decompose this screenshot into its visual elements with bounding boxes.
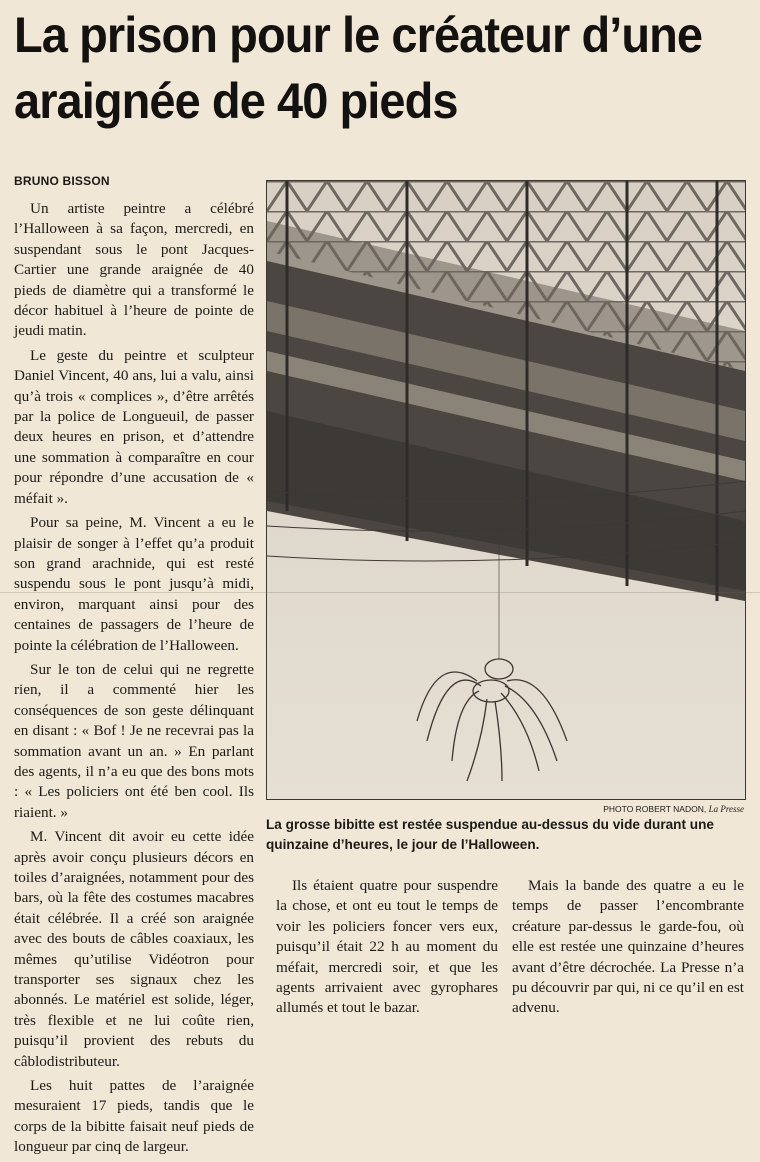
paragraph: Le geste du peintre et sculpteur Daniel Vincent, 40 ans, lui a valu, ainsi qu’à trois « complices », d’être arrêtés par la police de Longueuil, de passer deux heures en prison, et d’attendre une sommation à comparaître en cour pour répondre d’une accusation de « méfait ». xyxy=(14,346,254,507)
article-column-1 xyxy=(14,199,254,1162)
article-column-3 xyxy=(512,876,744,1023)
paper-fold-line xyxy=(0,592,760,593)
paragraph: Mais la bande des quatre a eu le temps de passer l’encombrante créature par-dessus le garde-fou, où elle est restée une quinzaine d’heures avant d’être décrochée. La Presse n’a pu découvrir par qui, ni ce qu’il en est advenu. xyxy=(512,877,744,1017)
photo-caption: La grosse bibitte est restée suspendue au-dessus du vide durant une quinzaine d’heures, le jour de l’Halloween. xyxy=(266,817,714,852)
bridge-spider-photo xyxy=(266,180,746,800)
photo-credit xyxy=(500,804,744,814)
paragraph: Ils étaient quatre pour suspendre la chose, et ont eu tout le temps de voir les policiers foncer vers eux, puisqu’il était 22 h au moment du méfait, mercredi soir, et que les agents arrivaient avec gyrophares allumés et tout le bazar. xyxy=(276,877,498,1017)
article-column-2 xyxy=(276,876,498,1023)
paragraph: Sur le ton de celui qui ne regrette rien, il a commenté hier les conséquences de son geste délinquant en disant : « Bof ! Je ne recevrai pas la sommation avant un an. » En parlant des agents, il n’a eu que des bons mots : « Les policiers ont été ben cool. Ils riaient. » xyxy=(14,660,254,821)
photo-credit-name: PHOTO ROBERT NADON, xyxy=(603,804,707,814)
photo-credit-source: La Presse xyxy=(708,804,744,814)
paragraph: Les huit pattes de l’araignée mesuraient 17 pieds, tandis que le corps de la bibitte faisait neuf pieds de longueur par cinq de largeur. xyxy=(14,1077,254,1156)
headline: La prison pour le créateur d’une araignée de 40 pieds xyxy=(14,7,703,129)
paragraph: Pour sa peine, M. Vincent a eu le plaisir de songer à l’effet qu’a produit son grand arachnide, qui est resté suspendu sous le pont jusqu’à midi, environ, marquant ainsi pour des centaines de passagers de l’heure de pointe la célébration de l’Halloween. xyxy=(14,514,254,654)
byline: BRUNO BISSON xyxy=(14,174,110,188)
paragraph: Un artiste peintre a célébré l’Halloween à sa façon, mercredi, en suspendant sous le pont Jacques-Cartier une grande araignée de 40 pieds de diamètre qui a transformé le décor habituel à l’heure de pointe de jeudi matin. xyxy=(14,200,254,340)
paragraph: M. Vincent dit avoir eu cette idée après avoir conçu plusieurs décors en toiles d’araignées, notamment pour des bars, où la fête des costumes macabres était célébrée. Il a créé son araignée avec des bouts de câbles coaxiaux, les mêmes qu’utilise Vidéotron pour transporter ses signaux chez les abonnés. Le matériel est solide, léger, très flexible et ne lui coûte rien, puisqu’il provient des rebuts du câblodistributeur. xyxy=(14,828,254,1070)
